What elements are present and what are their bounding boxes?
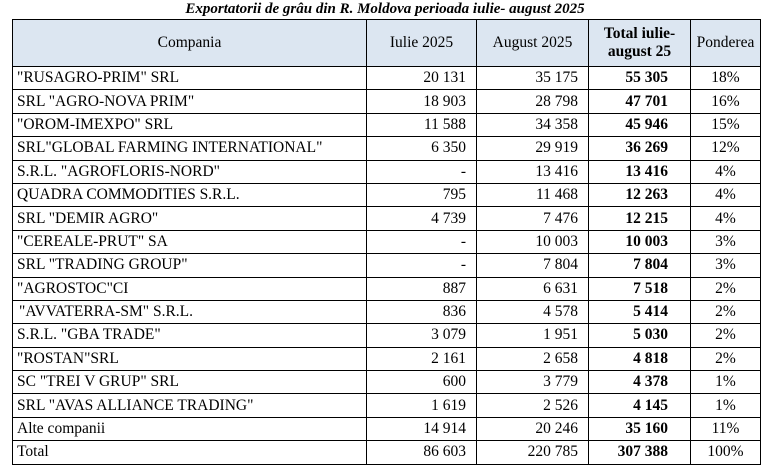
august-cell: 20 246: [477, 417, 589, 440]
share-cell: 3%: [691, 230, 761, 253]
company-cell: "AVVATERRA-SM" S.R.L.: [13, 300, 367, 323]
table-row: [13, 300, 761, 323]
july-cell: 6 350: [367, 137, 477, 160]
total-cell: 45 946: [589, 113, 691, 136]
total-cell: 7 518: [589, 277, 691, 300]
company-cell: QUADRA COMMODITIES S.R.L.: [13, 183, 367, 206]
share-cell: 1%: [691, 371, 761, 394]
total-cell: 5 414: [589, 300, 691, 323]
august-cell: 7 804: [477, 254, 589, 277]
share-cell: 2%: [691, 300, 761, 323]
share-cell: 15%: [691, 113, 761, 136]
company-cell: Total: [13, 441, 367, 464]
august-cell: 13 416: [477, 160, 589, 183]
header-total-line2: august 25: [607, 43, 672, 60]
july-cell: 3 079: [367, 324, 477, 347]
august-cell: 29 919: [477, 137, 589, 160]
total-cell: 35 160: [589, 417, 691, 440]
table-row: [13, 371, 761, 394]
company-cell: SRL "AGRO-NOVA PRIM": [13, 90, 367, 113]
august-cell: 220 785: [477, 441, 589, 464]
total-cell: 307 388: [589, 441, 691, 464]
total-cell: 36 269: [589, 137, 691, 160]
august-cell: 7 476: [477, 207, 589, 230]
table-body: [13, 67, 761, 465]
share-cell: 2%: [691, 324, 761, 347]
august-cell: 2 658: [477, 347, 589, 370]
share-cell: 2%: [691, 347, 761, 370]
table-row: [13, 230, 761, 253]
header-july: Iulie 2025: [367, 20, 477, 67]
company-cell: SRL "DEMIR AGRO": [13, 207, 367, 230]
august-cell: 2 526: [477, 394, 589, 417]
company-cell: SRL"GLOBAL FARMING INTERNATIONAL": [13, 137, 367, 160]
july-cell: 86 603: [367, 441, 477, 464]
header-row: [13, 20, 761, 67]
share-cell: 1%: [691, 394, 761, 417]
header-august: August 2025: [477, 20, 589, 67]
august-cell: 4 578: [477, 300, 589, 323]
header-company: Compania: [13, 20, 367, 67]
total-cell: 12 263: [589, 183, 691, 206]
share-cell: 4%: [691, 183, 761, 206]
table-row: [13, 183, 761, 206]
total-cell: 47 701: [589, 90, 691, 113]
share-cell: 18%: [691, 67, 761, 90]
total-cell: 4 378: [589, 371, 691, 394]
table-title: Exportatorii de grâu din R. Moldova perioada iulie- august 2025: [185, 1, 585, 17]
company-cell: "OROM-IMEXPO" SRL: [13, 113, 367, 136]
share-cell: 3%: [691, 254, 761, 277]
company-cell: S.R.L. "GBA TRADE": [13, 324, 367, 347]
august-cell: 11 468: [477, 183, 589, 206]
august-cell: 6 631: [477, 277, 589, 300]
july-cell: 600: [367, 371, 477, 394]
total-cell: 7 804: [589, 254, 691, 277]
july-cell: 11 588: [367, 113, 477, 136]
table-row: [13, 137, 761, 160]
company-cell: SRL "TRADING GROUP": [13, 254, 367, 277]
share-cell: 4%: [691, 160, 761, 183]
company-cell: Alte companii: [13, 417, 367, 440]
july-cell: 4 739: [367, 207, 477, 230]
table-row: [13, 324, 761, 347]
july-cell: 2 161: [367, 347, 477, 370]
company-cell: SRL "AVAS ALLIANCE TRADING": [13, 394, 367, 417]
july-cell: -: [367, 230, 477, 253]
company-cell: "CEREALE-PRUT" SA: [13, 230, 367, 253]
table-row: [13, 207, 761, 230]
august-cell: 35 175: [477, 67, 589, 90]
share-cell: 11%: [691, 417, 761, 440]
share-cell: 2%: [691, 277, 761, 300]
share-cell: 100%: [691, 441, 761, 464]
exporters-table: [12, 19, 761, 465]
august-cell: 1 951: [477, 324, 589, 347]
total-cell: 4 818: [589, 347, 691, 370]
july-cell: 14 914: [367, 417, 477, 440]
total-cell: 4 145: [589, 394, 691, 417]
table-row: [13, 347, 761, 370]
total-cell: 12 215: [589, 207, 691, 230]
share-cell: 4%: [691, 207, 761, 230]
table-row: [13, 254, 761, 277]
july-cell: 795: [367, 183, 477, 206]
table-row: [13, 277, 761, 300]
july-cell: 836: [367, 300, 477, 323]
table-row: [13, 441, 761, 464]
total-cell: 13 416: [589, 160, 691, 183]
total-cell: 55 305: [589, 67, 691, 90]
total-cell: 10 003: [589, 230, 691, 253]
table-row: [13, 90, 761, 113]
july-cell: 1 619: [367, 394, 477, 417]
header-total: [589, 20, 691, 67]
company-cell: "ROSTAN"SRL: [13, 347, 367, 370]
company-cell: SC "TREI V GRUP" SRL: [13, 371, 367, 394]
header-total-line1: Total iulie-: [603, 25, 676, 42]
july-cell: -: [367, 160, 477, 183]
table-row: [13, 417, 761, 440]
july-cell: 887: [367, 277, 477, 300]
july-cell: 20 131: [367, 67, 477, 90]
table-row: [13, 160, 761, 183]
july-cell: 18 903: [367, 90, 477, 113]
table-row: [13, 113, 761, 136]
table-row: [13, 394, 761, 417]
august-cell: 3 779: [477, 371, 589, 394]
company-cell: S.R.L. "AGROFLORIS-NORD": [13, 160, 367, 183]
july-cell: -: [367, 254, 477, 277]
company-cell: "RUSAGRO-PRIM" SRL: [13, 67, 367, 90]
share-cell: 16%: [691, 90, 761, 113]
august-cell: 10 003: [477, 230, 589, 253]
company-cell: "AGROSTOC"CI: [13, 277, 367, 300]
total-cell: 5 030: [589, 324, 691, 347]
header-share: Ponderea: [691, 20, 761, 67]
share-cell: 12%: [691, 137, 761, 160]
table-row: [13, 67, 761, 90]
august-cell: 34 358: [477, 113, 589, 136]
august-cell: 28 798: [477, 90, 589, 113]
